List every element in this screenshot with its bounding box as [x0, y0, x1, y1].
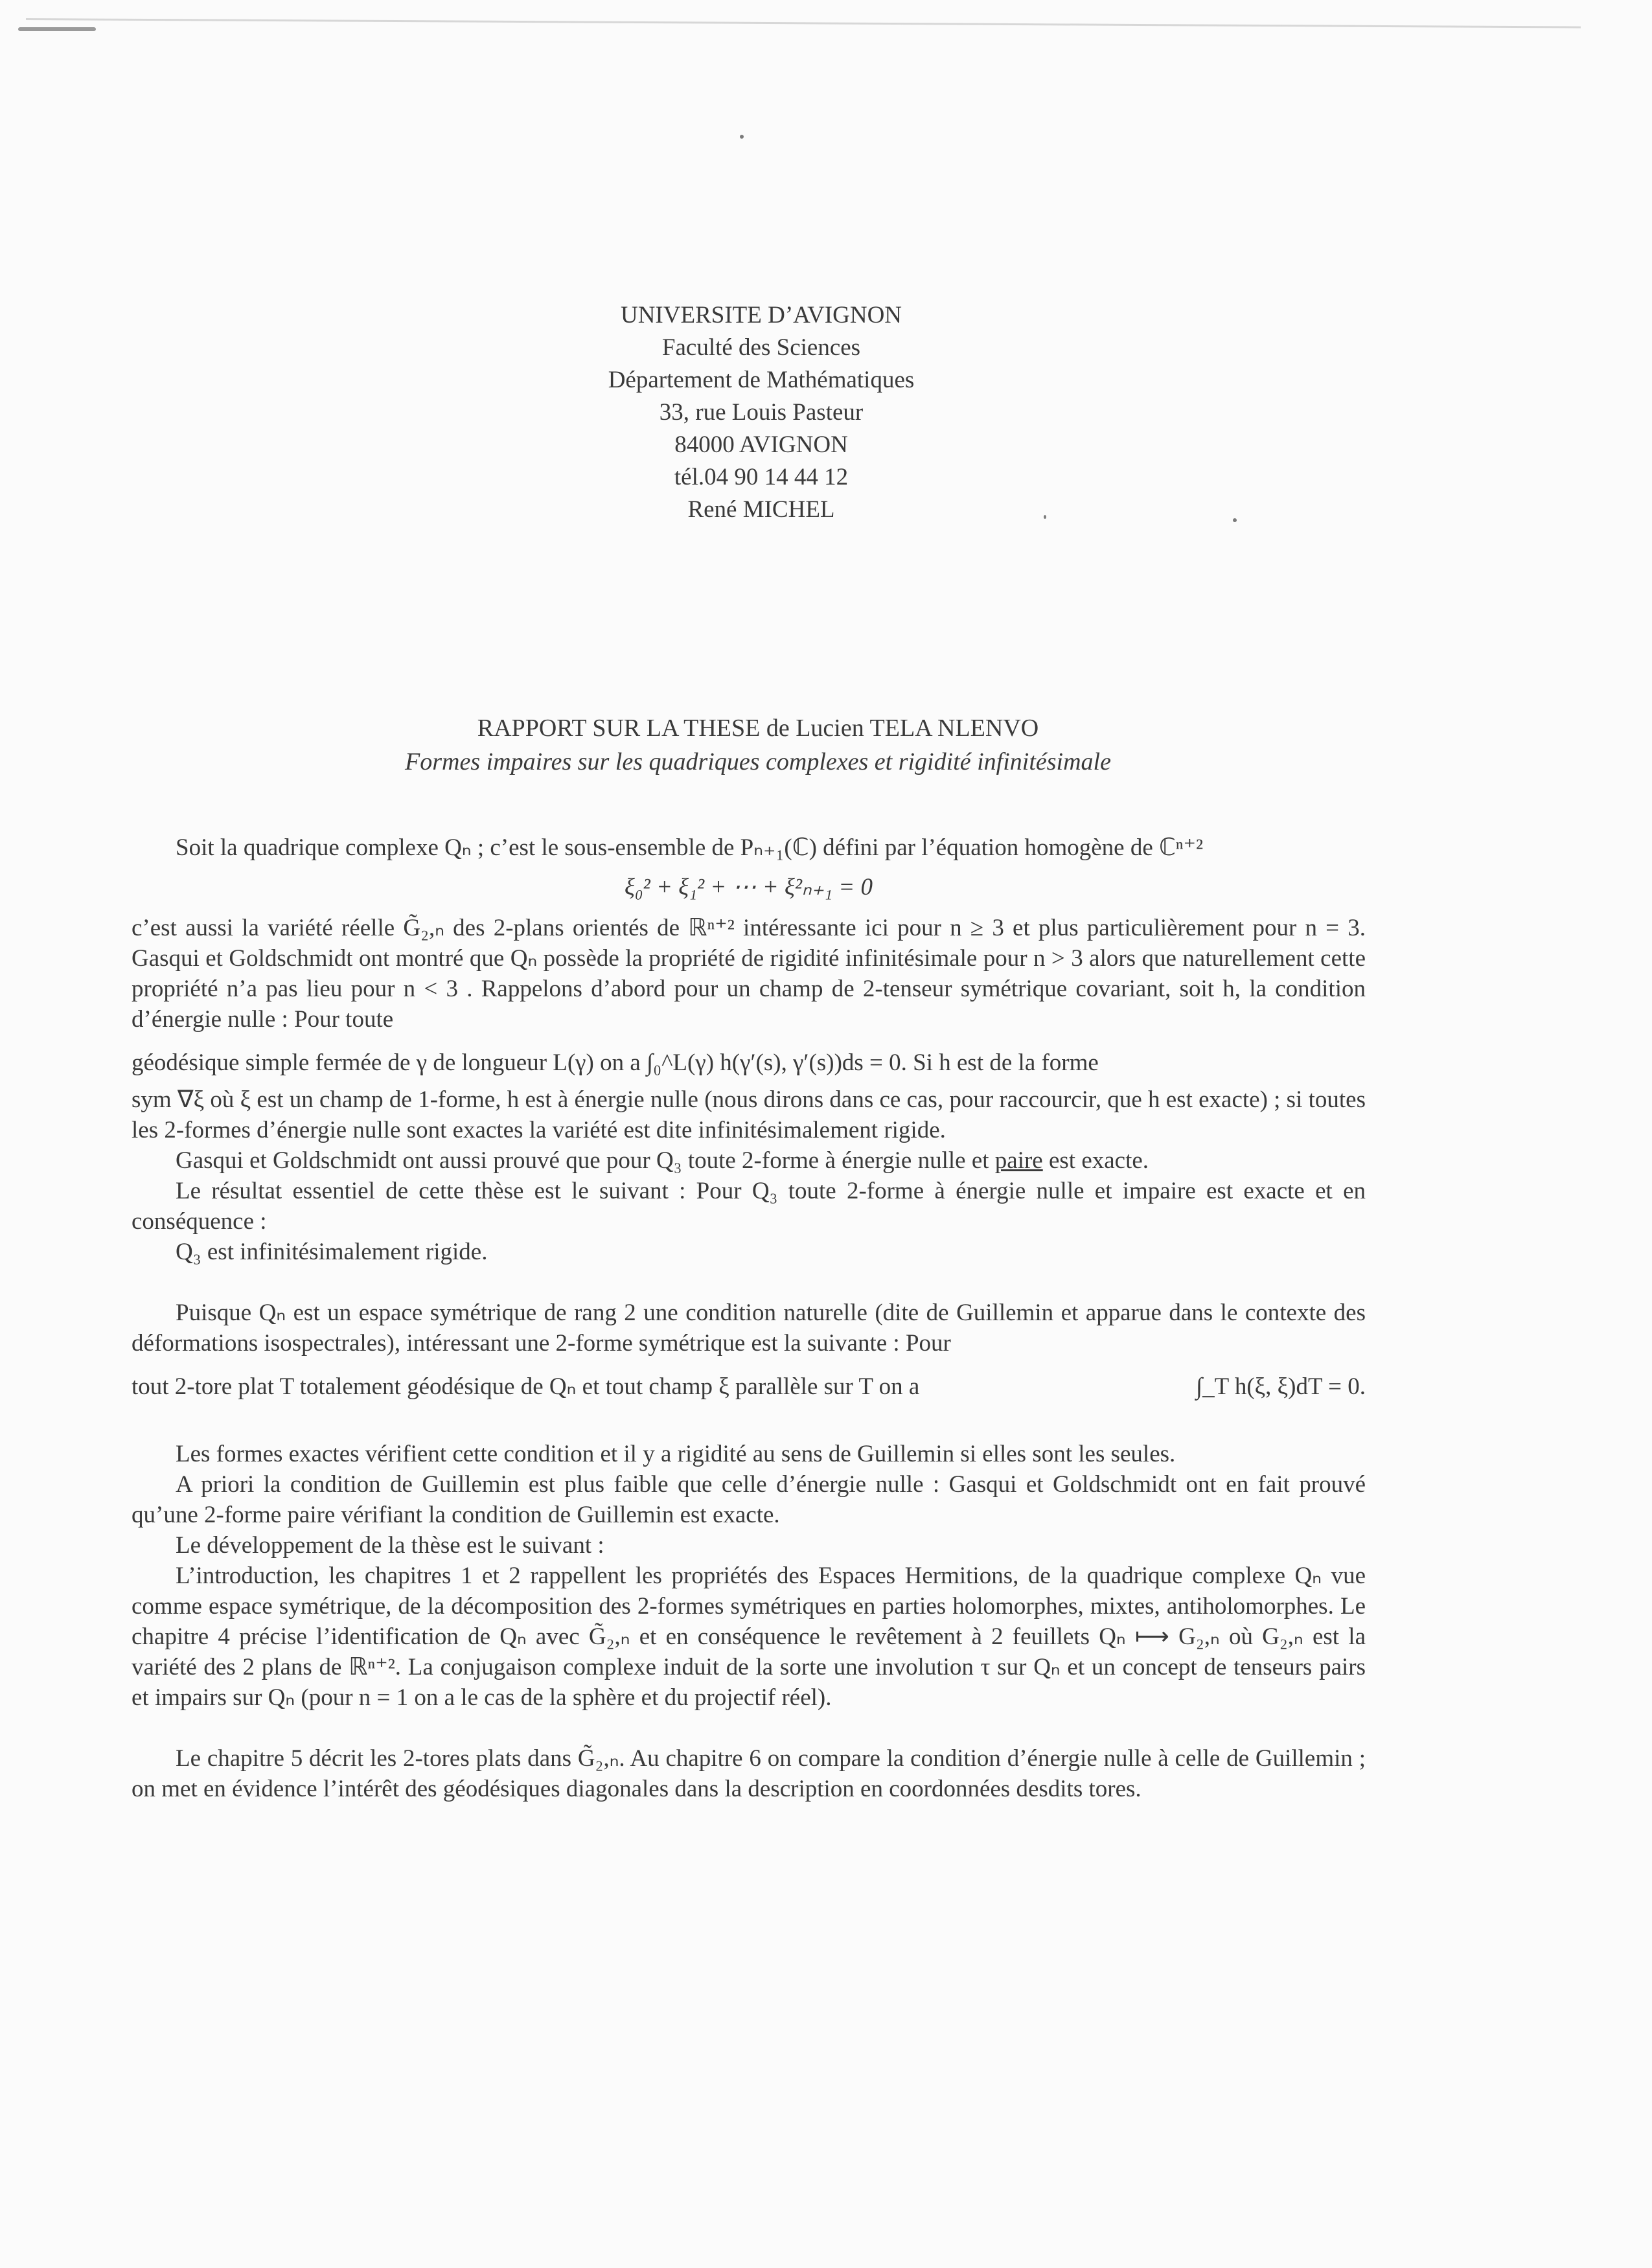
paragraph: Les formes exactes vérifient cette condition et il y a rigidité au sens de Guillemin si elles sont les seules. — [176, 1441, 1176, 1467]
paragraph: A priori la condition de Guillemin est plus faible que celle d’énergie nulle : Gasqui et Goldschmidt ont en fait prouvé qu’une 2-forme paire vérifiant la condition de Guillemin est exacte. — [132, 1471, 1366, 1528]
letterhead — [0, 299, 1522, 526]
text-fragment: est exacte. — [1048, 1147, 1149, 1174]
report-title: RAPPORT SUR LA THESE de Lucien TELA NLENVO — [477, 715, 1039, 742]
equation: ξ₀² + ξ₁² + ⋯ + ξ²ₙ₊₁ = 0 — [624, 874, 873, 900]
scan-edge-line — [26, 18, 1581, 29]
letterhead-faculty: Faculté des Sciences — [661, 334, 861, 361]
report-title-block — [0, 711, 1516, 779]
letterhead-university: UNIVERSITE D’AVIGNON — [620, 302, 902, 328]
text-fragment: Gasqui et Goldschmidt ont aussi prouvé que pour Q₃ toute 2-forme à énergie nulle et — [176, 1147, 989, 1174]
integral-expression: ∫₀^L(γ) h(γ′(s), γ′(s))ds = 0. — [647, 1049, 907, 1076]
letterhead-phone: tél.04 90 14 44 12 — [674, 464, 849, 490]
underlined-word: paire — [994, 1147, 1043, 1174]
letterhead-department: Département de Mathématiques — [608, 367, 915, 393]
letterhead-city: 84000 AVIGNON — [674, 431, 848, 458]
paragraph: c’est aussi la variété réelle G̃₂,ₙ des 2-plans orientés de ℝⁿ⁺² intéressante ici pour n ≥ 3 et plus particulièrement pour n = 3. Gasqui et Goldschmidt ont montré que Qₙ possède la propriété de rigidité infinitésimale pour n > 3 alors que naturellement cette propriété n’a pas lieu pour n < 3 . Rappelons d’abord pour un champ de 2-tenseur symétrique covariant, soit h, la condition d’énergie nulle : Pour toute — [132, 915, 1366, 1033]
paragraph: Le chapitre 5 décrit les 2-tores plats dans G̃₂,ₙ. Au chapitre 6 on compare la condition d’énergie nulle à celle de Guillemin ; on met en évidence l’intérêt des géodésiques diagonales dans la description en coordonnées desdits tores. — [132, 1745, 1366, 1802]
paragraph-line — [132, 1048, 1366, 1078]
integral-expression: ∫_T h(ξ, ξ)dT = 0. — [1196, 1373, 1366, 1400]
scan-speck — [740, 135, 744, 139]
paragraph: L’introduction, les chapitres 1 et 2 rappellent les propriétés des Espaces Hermitions, de la quadrique complexe Qₙ vue comme espace symétrique, de la décomposition des 2-formes symétriques en parties holomorphes, mixtes, antiholomorphes. Le chapitre 4 précise l’identification de Qₙ avec G̃₂,ₙ et en conséquence le revêtement à 2 feuillets Qₙ ⟼ G₂,ₙ où G₂,ₙ est la variété des 2 plans de ℝⁿ⁺². La conjugaison complexe induit de la sorte une involution τ sur Qₙ et un concept de tenseurs pairs et impairs sur Qₙ (pour n = 1 on a le cas de la sphère et du projectif réel). — [132, 1563, 1366, 1711]
paragraph: Puisque Qₙ est un espace symétrique de rang 2 une condition naturelle (dite de Guillemin et apparue dans le contexte des déformations isospectrales), intéressant une 2-forme symétrique est la suivante : Pour — [132, 1300, 1366, 1357]
paragraph: Q₃ est infinitésimalement rigide. — [176, 1239, 488, 1265]
scan-mark — [18, 27, 96, 31]
letterhead-street: 33, rue Louis Pasteur — [659, 399, 864, 426]
paragraph: Le résultat essentiel de cette thèse est le suivant : Pour Q₃ toute 2-forme à énergie nulle et impaire est exacte et en conséquence : — [132, 1178, 1366, 1235]
report-subtitle: Formes impaires sur les quadriques complexes et rigidité infinitésimale — [405, 748, 1111, 775]
text-fragment: Si h est de la forme — [913, 1049, 1099, 1076]
paragraph: Le développement de la thèse est le suivant : — [176, 1532, 604, 1559]
paragraph — [132, 1145, 1366, 1176]
text-fragment: tout 2-tore plat T totalement géodésique de Qₙ et tout champ ξ parallèle sur T on a — [132, 1373, 920, 1400]
letterhead-author: René MICHEL — [687, 496, 835, 523]
paragraph: sym ∇ξ où ξ est un champ de 1-forme, h est à énergie nulle (nous dirons dans ce cas, pour raccourcir, que h est exacte) ; si toutes les 2-formes d’énergie nulle sont exactes la variété est dite infinitésimalement rigide. — [132, 1086, 1366, 1143]
paragraph-line — [132, 1371, 1366, 1402]
report-body — [132, 832, 1366, 1804]
paragraph: Soit la quadrique complexe Qₙ ; c’est le sous-ensemble de Pₙ₊₁(ℂ) défini par l’équation homogène de ℂⁿ⁺² — [176, 834, 1204, 861]
text-fragment: géodésique simple fermée de γ de longueur L(γ) on a — [132, 1049, 641, 1076]
